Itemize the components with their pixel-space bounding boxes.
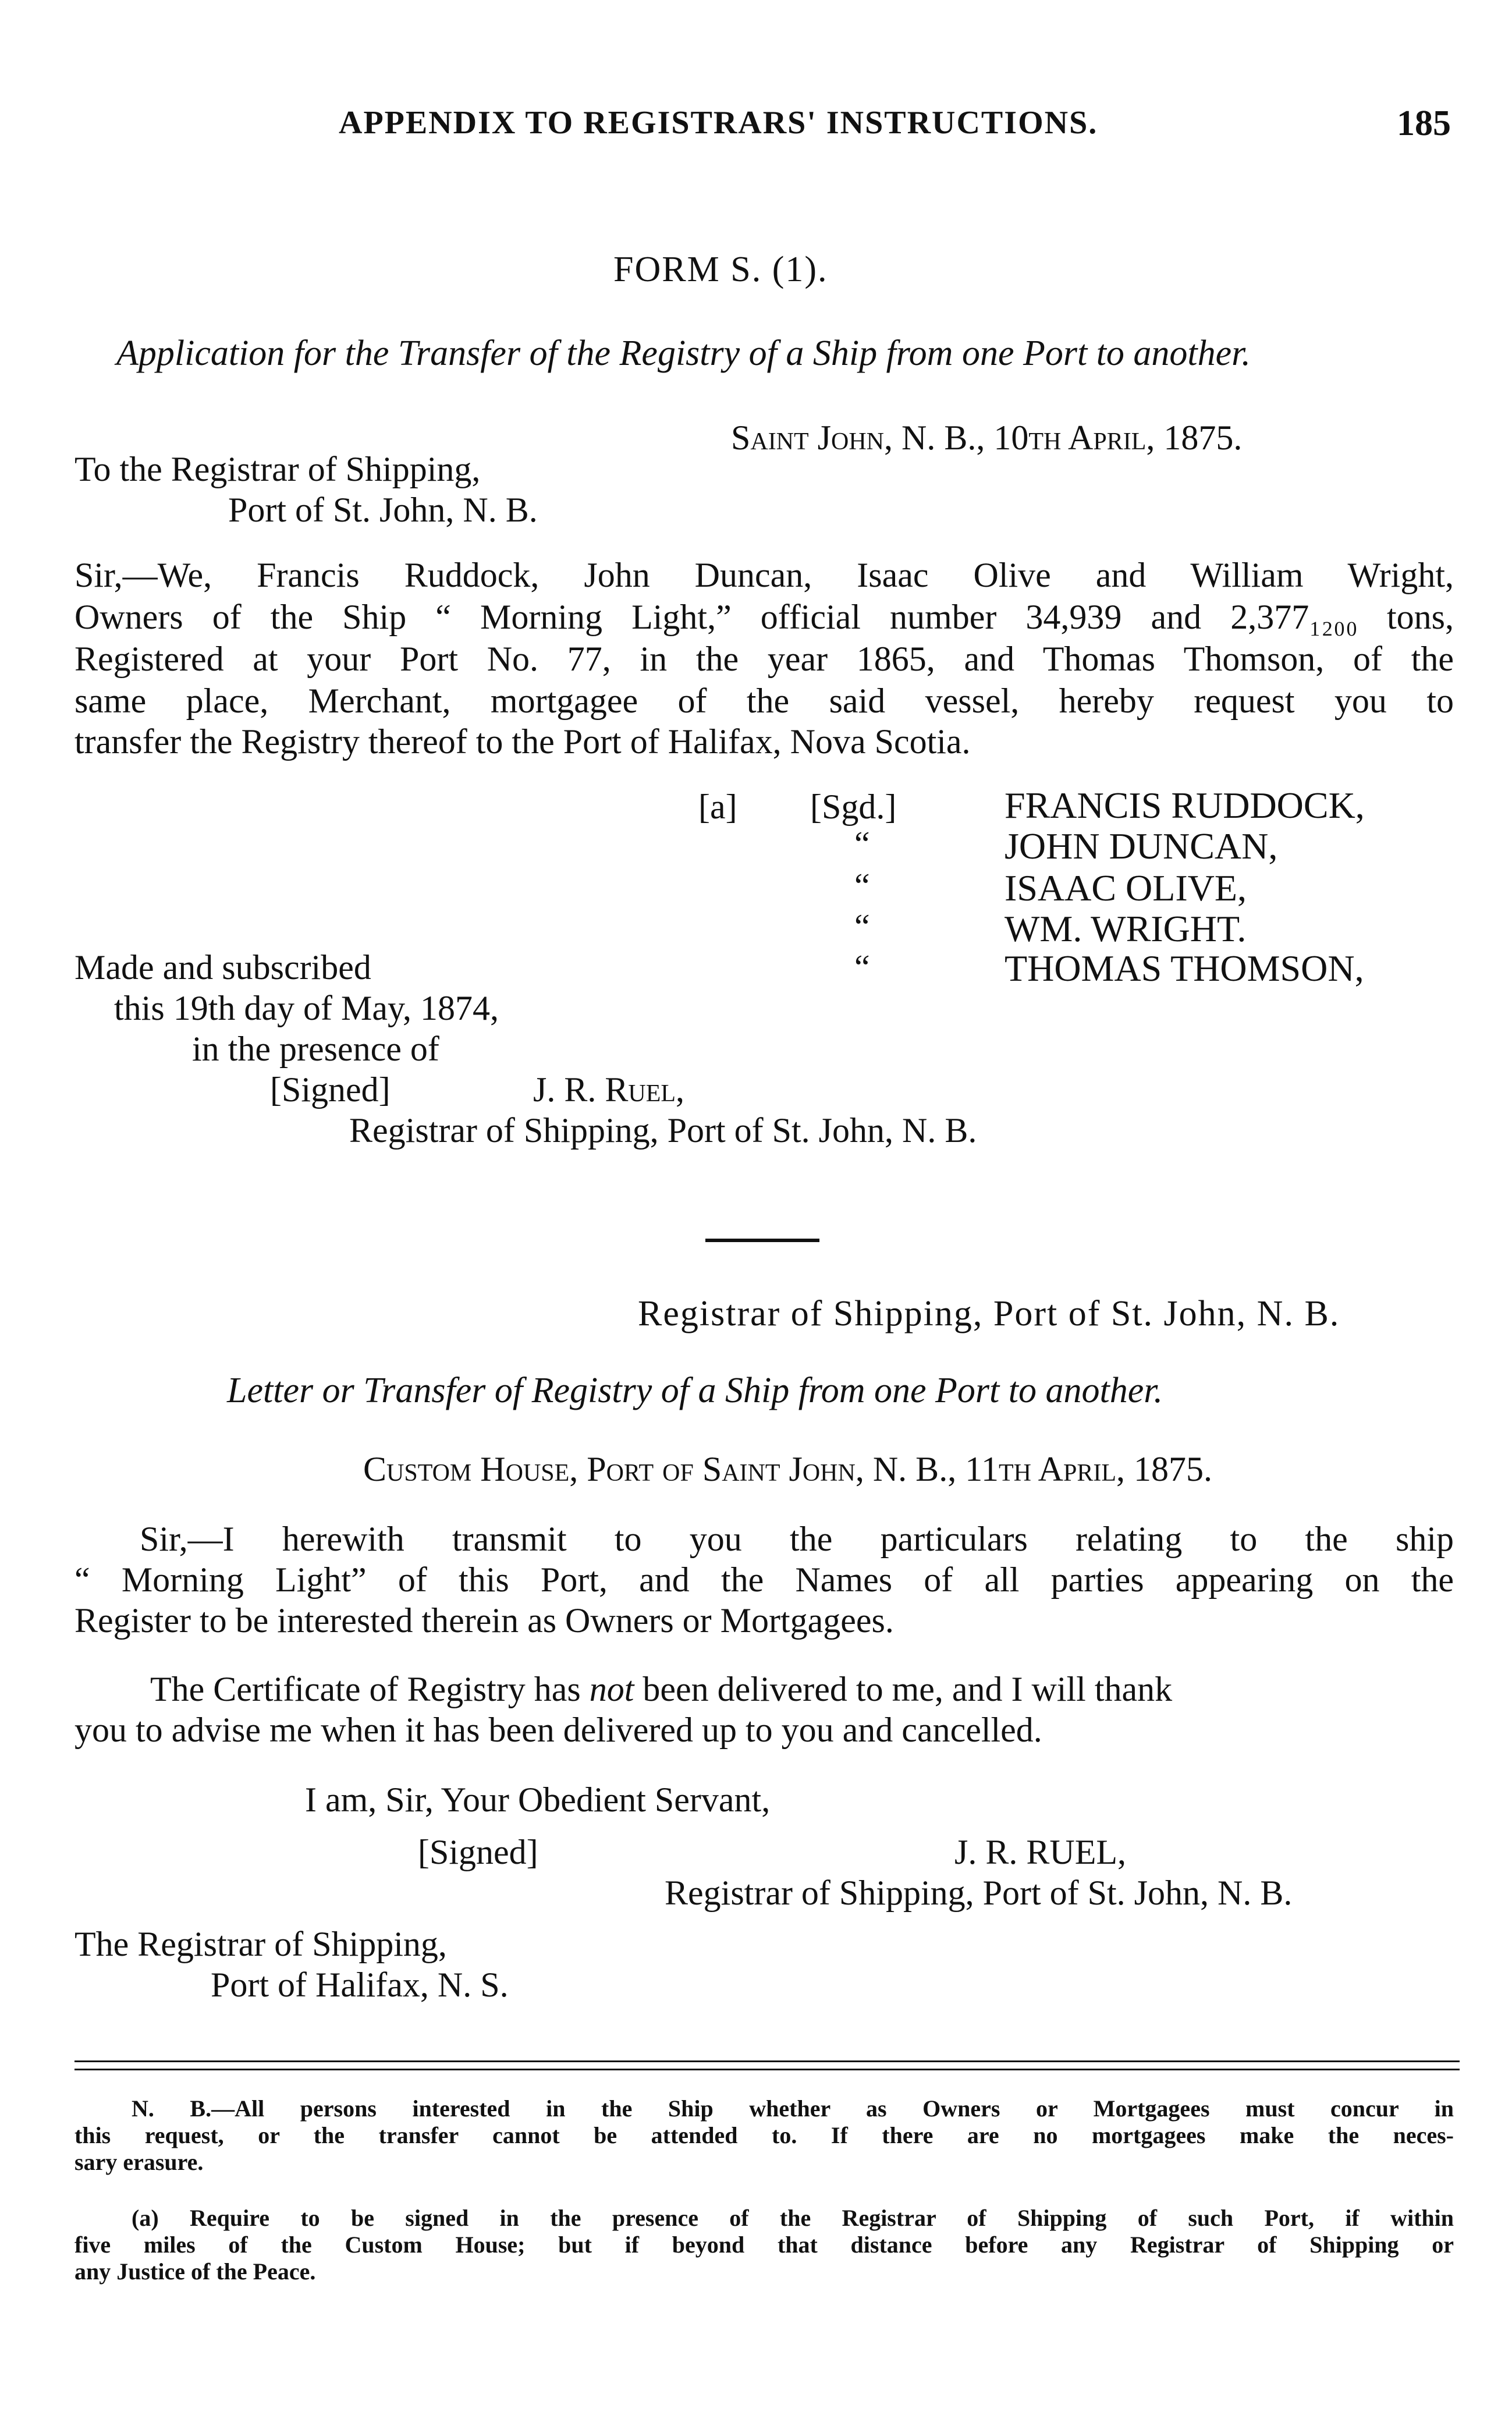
form1-subtitle: Application for the Transfer of the Registry of a Ship from one Port to another. bbox=[116, 334, 1251, 373]
para2-start: The Certificate of Registry has bbox=[150, 1670, 590, 1708]
footnote1-line2: this request, or the transfer cannot be attended to. If there are no mortgagees make the neces- bbox=[74, 2122, 1454, 2148]
signatory-name: JOHN DUNCAN, bbox=[1005, 825, 1278, 867]
form2-signed: [Signed] bbox=[418, 1833, 538, 1871]
page-number: 185 bbox=[1397, 104, 1451, 143]
attest-line2: this 19th day of May, 1874, bbox=[114, 989, 499, 1027]
footnote1-line1: N. B.—All persons interested in the Ship whether as Owners or Mortgagees must concur in bbox=[132, 2095, 1454, 2122]
footnote2-line2: five miles of the Custom House; but if beyond that distance before any Registrar of Shipping or bbox=[74, 2232, 1454, 2258]
signatory-name: WM. WRIGHT. bbox=[1005, 908, 1247, 949]
attest-title: Registrar of Shipping, Port of St. John, N. B. bbox=[349, 1111, 977, 1150]
footnote1-line3: sary erasure. bbox=[74, 2149, 204, 2175]
section-divider bbox=[705, 1239, 819, 1242]
footnote-rule bbox=[74, 2060, 1460, 2062]
para2-emphasis: not bbox=[589, 1670, 634, 1708]
form2-recipient-line2: Port of Halifax, N. S. bbox=[211, 1966, 509, 2004]
ditto-mark: “ bbox=[854, 948, 870, 987]
signatory-name: ISAAC OLIVE, bbox=[1005, 867, 1247, 909]
form2-signer-name: J. R. RUEL, bbox=[954, 1833, 1127, 1871]
form1-addressee-line1: To the Registrar of Shipping, bbox=[74, 450, 481, 488]
attest-signed: [Signed] bbox=[270, 1070, 391, 1109]
attest-line1: Made and subscribed bbox=[74, 948, 371, 987]
form2-para2-line1 bbox=[150, 1672, 1172, 1707]
attest-name: J. R. Ruel, bbox=[533, 1070, 685, 1109]
signatory-name: THOMAS THOMSON, bbox=[1005, 948, 1364, 989]
running-header: APPENDIX TO REGISTRARS' INSTRUCTIONS. bbox=[339, 105, 1098, 141]
form1-note-ref: [a] bbox=[698, 788, 737, 826]
form1-addressee-line2: Port of St. John, N. B. bbox=[228, 491, 538, 529]
attest-line3: in the presence of bbox=[192, 1030, 439, 1068]
form1-body-line3: Registered at your Port No. 77, in the year 1865, and Thomas Thomson, of the bbox=[74, 640, 1454, 678]
ditto-mark: “ bbox=[854, 867, 870, 905]
form1-body-line1: Sir,—We, Francis Ruddock, John Duncan, Isaac Olive and William Wright, bbox=[74, 556, 1454, 594]
ditto-mark: “ bbox=[854, 825, 870, 863]
form1-body-line5: transfer the Registry thereof to the Port of Halifax, Nova Scotia. bbox=[74, 722, 971, 761]
footnote-rule bbox=[74, 2069, 1460, 2070]
footnote2-line1: (a) Require to be signed in the presence of the Registrar of Shipping of such Port, if within bbox=[132, 2205, 1454, 2231]
form2-date-line: Custom House, Port of Saint John, N. B., 11th April, 1875. bbox=[363, 1450, 1212, 1488]
ditto-mark: “ bbox=[854, 907, 870, 946]
form2-title: Registrar of Shipping, Port of St. John, N. B. bbox=[638, 1294, 1340, 1333]
form2-closing: I am, Sir, Your Obedient Servant, bbox=[305, 1781, 771, 1819]
form2-signer-title: Registrar of Shipping, Port of St. John, N. B. bbox=[665, 1874, 1293, 1912]
form2-subtitle: Letter or Transfer of Registry of a Ship from one Port to another. bbox=[227, 1371, 1163, 1410]
form1-date-line: Saint John, N. B., 10th April, 1875. bbox=[731, 418, 1243, 457]
form1-body-line2: Owners of the Ship “ Morning Light,” official number 34,939 and 2,377₁₂₀₀ tons, bbox=[74, 598, 1454, 636]
form2-para1-line1: Sir,—I herewith transmit to you the particulars relating to the ship bbox=[140, 1520, 1454, 1558]
footnote2-line3: any Justice of the Peace. bbox=[74, 2258, 316, 2285]
para2-end: been delivered to me, and I will thank bbox=[634, 1670, 1173, 1708]
form1-title: FORM S. (1). bbox=[613, 250, 828, 289]
form1-body-line4: same place, Merchant, mortgagee of the said vessel, hereby request you to bbox=[74, 682, 1454, 720]
form2-para1-line3: Register to be interested therein as Owners or Mortgagees. bbox=[74, 1601, 894, 1640]
signatory-name: FRANCIS RUDDOCK, bbox=[1005, 785, 1365, 826]
form1-sgd: [Sgd.] bbox=[810, 788, 897, 826]
form2-para1-line2: “ Morning Light” of this Port, and the Names of all parties appearing on the bbox=[74, 1560, 1454, 1599]
form2-para2-line2: you to advise me when it has been delivered up to you and cancelled. bbox=[74, 1711, 1042, 1749]
form2-recipient-line1: The Registrar of Shipping, bbox=[74, 1925, 447, 1963]
